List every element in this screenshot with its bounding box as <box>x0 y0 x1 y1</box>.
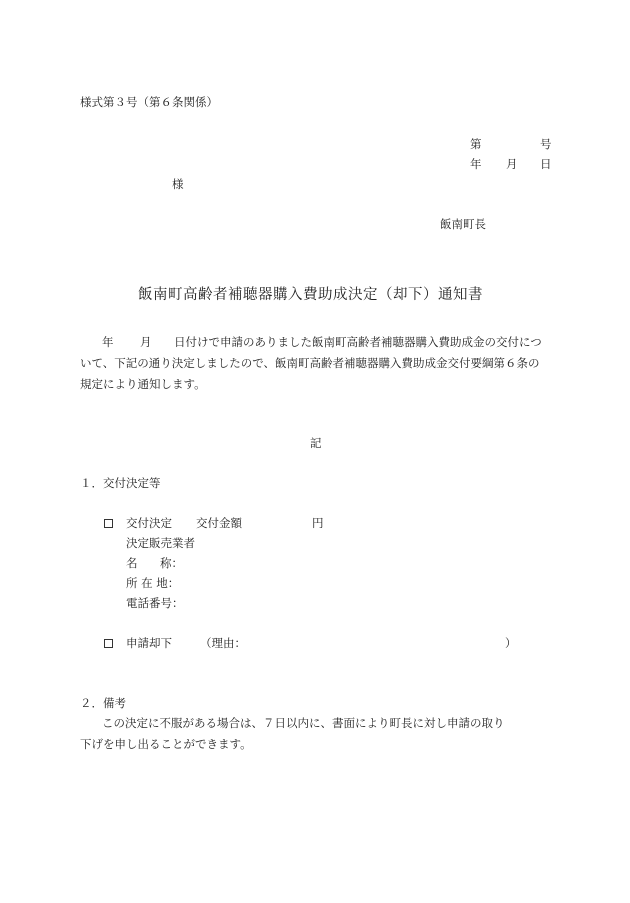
issuer-name: 飯南町長 <box>440 217 486 231</box>
form-number-label: 様式第３号（第６条関係） <box>80 95 218 109</box>
rejection-checkbox[interactable] <box>104 639 113 648</box>
vendor-address-label: 所 在 地： <box>126 576 180 590</box>
body-year-label: 年 <box>102 335 114 349</box>
body-line-3: 規定により通知します。 <box>80 377 206 391</box>
reason-close: ） <box>505 636 517 650</box>
remarks-line-2: 下げを申し出ることができます。 <box>80 737 252 751</box>
date-month-label: 月 <box>506 157 518 171</box>
body-line-1: 日付けで申請のありました飯南町高齢者補聴器購入費助成金の交付につ <box>174 335 542 349</box>
rejection-label: 申請却下 <box>126 636 172 650</box>
section-2-heading: ２．備考 <box>80 696 126 710</box>
section-1-heading: １．交付決定等 <box>80 476 161 490</box>
body-month-label: 月 <box>140 335 152 349</box>
reference-number-prefix: 第 <box>470 137 482 151</box>
document-title: 飯南町高齢者補聴器購入費助成決定（却下）通知書 <box>138 287 483 303</box>
remarks-line-1: この決定に不服がある場合は、７日以内に、書面により町長に対し申請の取り <box>102 716 505 730</box>
vendor-heading: 決定販売業者 <box>126 536 195 550</box>
reason-open: （理由： <box>200 636 246 650</box>
addressee-honorific: 様 <box>172 177 184 191</box>
vendor-name-label-second: 称： <box>160 556 183 570</box>
vendor-name-label-first: 名 <box>126 556 138 570</box>
vendor-phone-label: 電話番号： <box>126 596 184 610</box>
amount-label: 交付金額 <box>196 516 242 530</box>
decision-checkbox[interactable] <box>104 519 113 528</box>
yen-unit: 円 <box>312 516 324 530</box>
ki-heading: 記 <box>310 436 322 450</box>
date-day-label: 日 <box>540 157 552 171</box>
date-year-label: 年 <box>470 157 482 171</box>
decision-label: 交付決定 <box>126 516 172 530</box>
reference-number-suffix: 号 <box>540 137 552 151</box>
body-line-2: いて、下記の通り決定しましたので、飯南町高齢者補聴器購入費助成金交付要綱第６条の <box>80 356 540 370</box>
